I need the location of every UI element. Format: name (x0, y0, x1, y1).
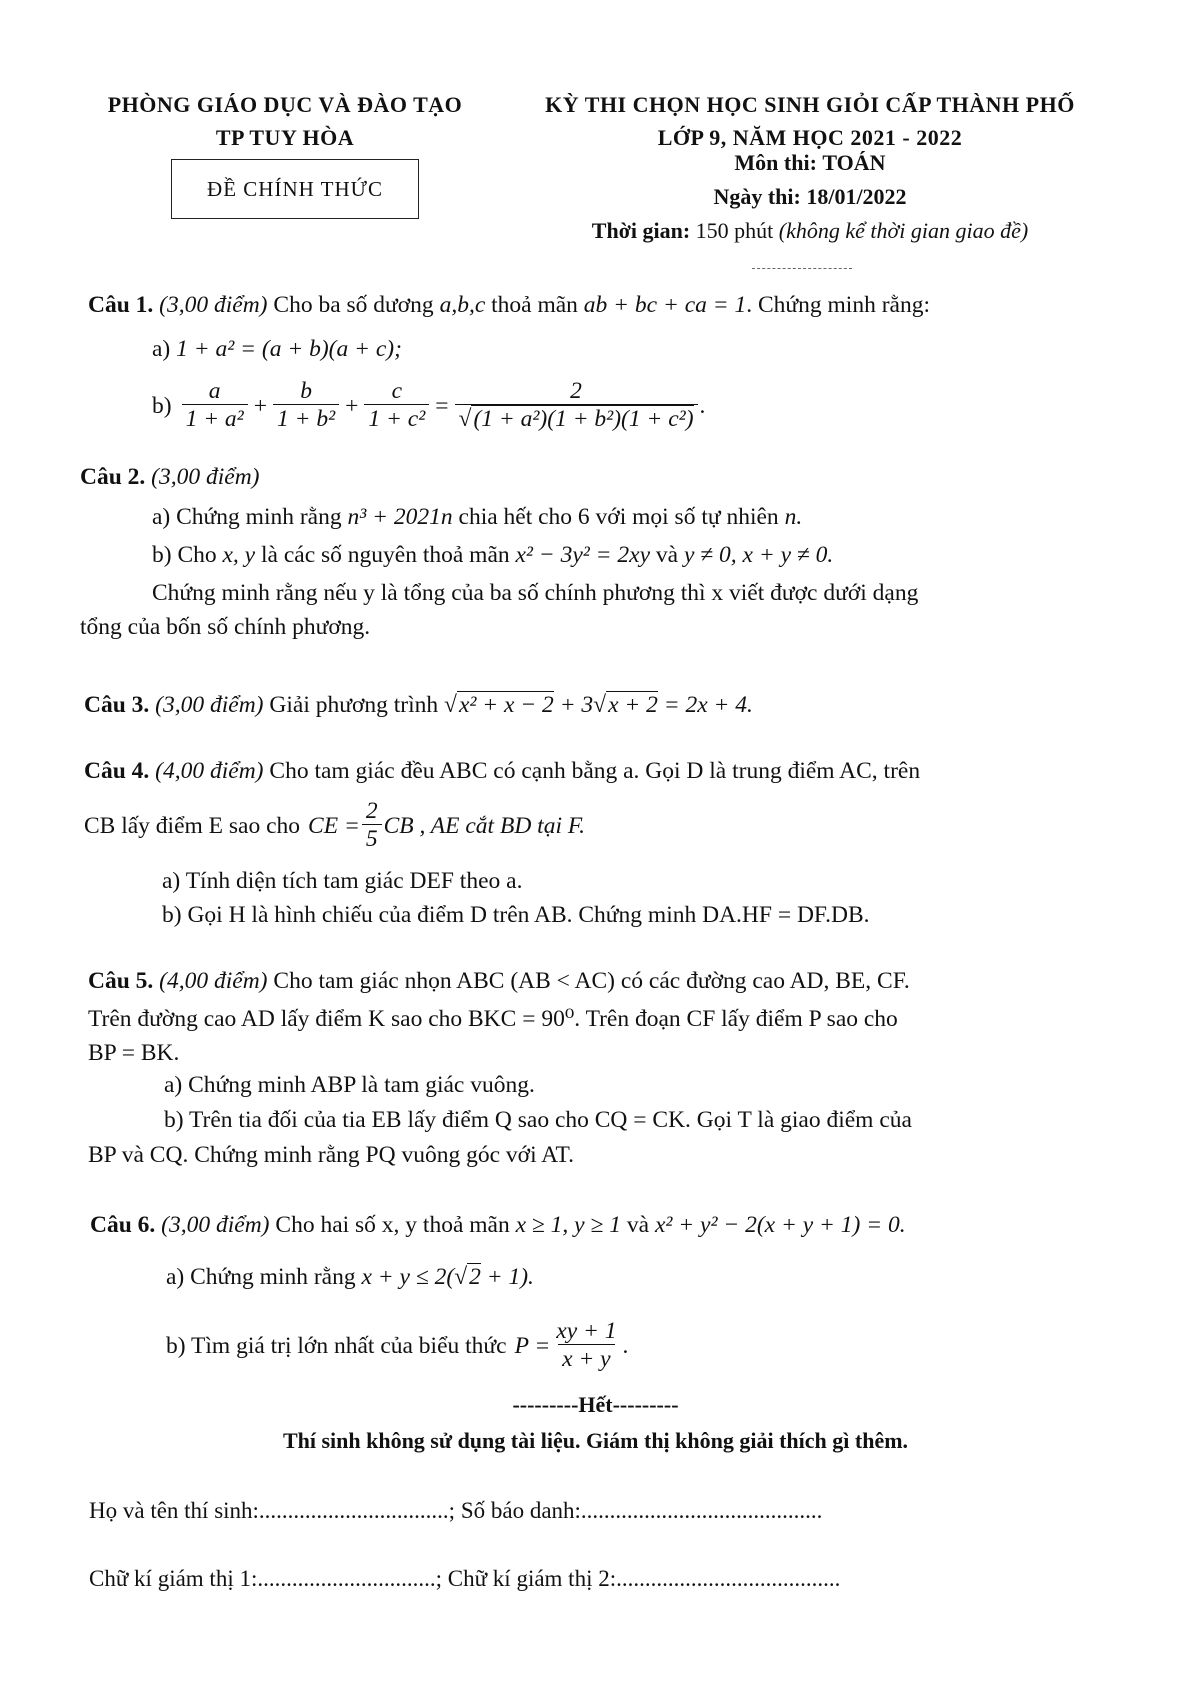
q3-label: Câu 3. (84, 692, 150, 718)
q3-sqrt-2: x + 2 (608, 692, 658, 718)
q1b-label: b) (152, 392, 172, 419)
header-right (500, 88, 1120, 154)
date-line (500, 184, 1120, 210)
q1b-fraction-1: $\frac{a}{\text{1 + a²}}$ (182, 378, 248, 433)
q5-line-1: Cho tam giác nhọn ABC (AB < AC) có các đường cao AD, BE, CF. (273, 968, 910, 994)
question-6 (90, 1210, 906, 1240)
q4-ce: CE = (308, 812, 360, 839)
q6-part-b: b) Tìm giá trị lớn nhất của biểu thức P = $\frac{xy + 1}{x + y}$ . (166, 1318, 629, 1372)
q2b-line-3: tổng của bốn số chính phương. (80, 614, 371, 640)
q5-line-3: BP = BK. (88, 1040, 180, 1066)
q1-prove: . Chứng minh rằng: (746, 292, 930, 318)
q5-part-b-line-2: BP và CQ. Chứng minh rằng PQ vuông góc với AT. (88, 1142, 575, 1168)
q2b-line-2: Chứng minh rằng nếu y là tổng của ba số chính phương thì x viết được dưới dạng (152, 580, 919, 606)
date-label: Ngày thi: (713, 184, 801, 209)
q1b-fraction-3: $\frac{c}{\text{1 + c²}}$ (364, 378, 429, 433)
time-note: (không kể thời gian giao đề) (778, 218, 1029, 243)
q5-points: (4,00 điểm) (159, 968, 268, 994)
q4-line-2-text: CB lấy điểm E sao cho (84, 812, 301, 839)
subject-label: Môn thi: (734, 150, 817, 175)
q2b-condition: y ≠ 0, x + y ≠ 0. (683, 542, 834, 568)
q6-points: (3,00 điểm) (161, 1212, 270, 1238)
q1-label: Câu 1. (88, 292, 154, 318)
q4-label: Câu 4. (84, 758, 150, 784)
question-4 (84, 756, 920, 786)
date-value: 18/01/2022 (806, 184, 907, 209)
q1-points: (3,00 điểm) (159, 292, 268, 318)
q3-text: Giải phương trình (269, 692, 439, 718)
subject-line (500, 150, 1120, 176)
q4-fraction: $\frac{2}{5}$ (362, 798, 382, 853)
q6a-lhs: x + y ≤ 2( (361, 1264, 455, 1290)
candidate-info-line: Họ và tên thí sinh:.................................; Số báo danh:.......................................... (89, 1498, 823, 1523)
q6-label: Câu 6. (90, 1212, 156, 1238)
q4-part-a: a) Tính diện tích tam giác DEF theo a. (162, 868, 523, 894)
q1-intro: Cho ba số dương (273, 292, 434, 318)
time-line (500, 218, 1120, 244)
question-3: Câu 3. (3,00 điểm) Giải phương trình √x² + x − 2 + 3√x + 2 = 2x + 4. (84, 692, 753, 718)
time-value: 150 phút (695, 218, 774, 243)
official-exam-box (171, 159, 419, 219)
q6-intro: Cho hai số x, y thoả mãn (275, 1212, 510, 1238)
question-1 (88, 290, 1128, 320)
q1-cond-text: thoả mãn (491, 292, 578, 318)
q2b-text-2: là các số nguyên thoả mãn (261, 542, 510, 568)
q2b-equation: x² − 3y² = 2xy (515, 542, 651, 568)
grade-year: LỚP 9, NĂM HỌC 2021 - 2022 (657, 125, 963, 150)
q2-label: Câu 2. (80, 464, 146, 490)
q6a-rhs: + 1). (486, 1264, 534, 1290)
q2-part-a (152, 502, 802, 532)
proctor-signature-line: Chữ kí giám thị 1:...............................; Chữ kí giám thị 2:....................................... (89, 1566, 841, 1591)
subject-value: TOÁN (822, 150, 886, 175)
header-left (80, 88, 490, 154)
q3-points: (3,00 điểm) (155, 692, 264, 718)
end-marker: ---------Hết--------- (512, 1392, 679, 1417)
q6b-text: b) Tìm giá trị lớn nhất của biểu thức (166, 1332, 507, 1359)
q6b-p: P = (514, 1332, 551, 1359)
q2a-expression: n³ + 2021n (347, 504, 453, 530)
q1-condition: ab + bc + ca = 1 (583, 292, 747, 318)
header-divider (752, 268, 852, 269)
q2a-text-2: chia hết cho 6 với mọi số tự nhiên (458, 504, 779, 530)
question-5 (88, 966, 910, 996)
q1a-label: a) (152, 336, 171, 362)
q6-condition: x ≥ 1, y ≥ 1 (515, 1212, 621, 1238)
q6-and: và (626, 1212, 650, 1238)
q5-part-a: a) Chứng minh ABP là tam giác vuông. (164, 1072, 535, 1098)
q6a-sqrt: 2 (469, 1264, 481, 1290)
q2b-and: và (655, 542, 679, 568)
q6a-text: a) Chứng minh rằng (166, 1264, 356, 1290)
q2b-vars: x, y (222, 542, 256, 568)
city-name: TP TUY HÒA (215, 125, 355, 150)
q1-vars: a,b,c (439, 292, 486, 318)
q5-label: Câu 5. (88, 968, 154, 994)
q5-line-2: Trên đường cao AD lấy điểm K sao cho BKC = 90⁰. Trên đoạn CF lấy điểm P sao cho (88, 1006, 898, 1032)
q2-points: (3,00 điểm) (151, 464, 260, 490)
q4-line-2 (84, 798, 585, 853)
q3-sqrt-1: x² + x − 2 (458, 692, 554, 718)
question-2 (80, 462, 260, 492)
q2a-text: a) Chứng minh rằng (152, 504, 342, 530)
q5-part-b-line-1: b) Trên tia đối của tia EB lấy điểm Q sao cho CQ = CK. Gọi T là giao điểm của (164, 1107, 912, 1133)
department-name: PHÒNG GIÁO DỤC VÀ ĐÀO TẠO (107, 92, 463, 117)
q3-mid: + 3 (559, 692, 594, 718)
time-label: Thời gian: (591, 218, 691, 243)
q2-part-b (152, 540, 833, 570)
q1-part-a (152, 334, 402, 364)
q1b-fraction-2: $\frac{b}{\text{1 + b²}}$ (273, 378, 339, 433)
official-label: ĐỀ CHÍNH THỨC (207, 176, 383, 201)
exam-name: KỲ THI CHỌN HỌC SINH GIỎI CẤP THÀNH PHỐ (545, 92, 1075, 117)
q6-part-a: a) Chứng minh rằng x + y ≤ 2(√2 + 1). (166, 1264, 534, 1290)
q1a-expression: 1 + a² = (a + b)(a + c); (176, 336, 402, 362)
q2a-var: n. (784, 504, 803, 530)
exam-note: Thí sinh không sử dụng tài liệu. Giám thị không giải thích gì thêm. (282, 1428, 909, 1453)
q6b-fraction: $\frac{xy + 1}{x + y}$ (556, 1318, 617, 1372)
q1-part-b: b) $\frac{a}{\text{1 + a²}}$ + $\frac{b}{\text{1 + b²}}$ + $\frac{c}{\text{1 + c²}}$ = $\frac{2}{\text{√(1 + a²)(1 + b²)(1 + c²)}}$ . (152, 378, 706, 432)
q4-line-1: Cho tam giác đều ABC có cạnh bằng a. Gọi D là trung điểm AC, trên (269, 758, 921, 784)
q4-line-2-rest: CB , AE cắt BD tại F. (383, 812, 586, 839)
q3-rhs: = 2x + 4. (663, 692, 753, 718)
q1b-rhs-fraction: $\frac{2}{\text{√(1 + a²)(1 + b²)(1 + c²)}}$ (455, 378, 698, 433)
q2b-text: b) Cho (152, 542, 217, 568)
q4-part-b: b) Gọi H là hình chiếu của điểm D trên AB. Chứng minh DA.HF = DF.DB. (162, 902, 870, 928)
q4-points: (4,00 điểm) (155, 758, 264, 784)
q6-equation: x² + y² − 2(x + y + 1) = 0. (654, 1212, 906, 1238)
